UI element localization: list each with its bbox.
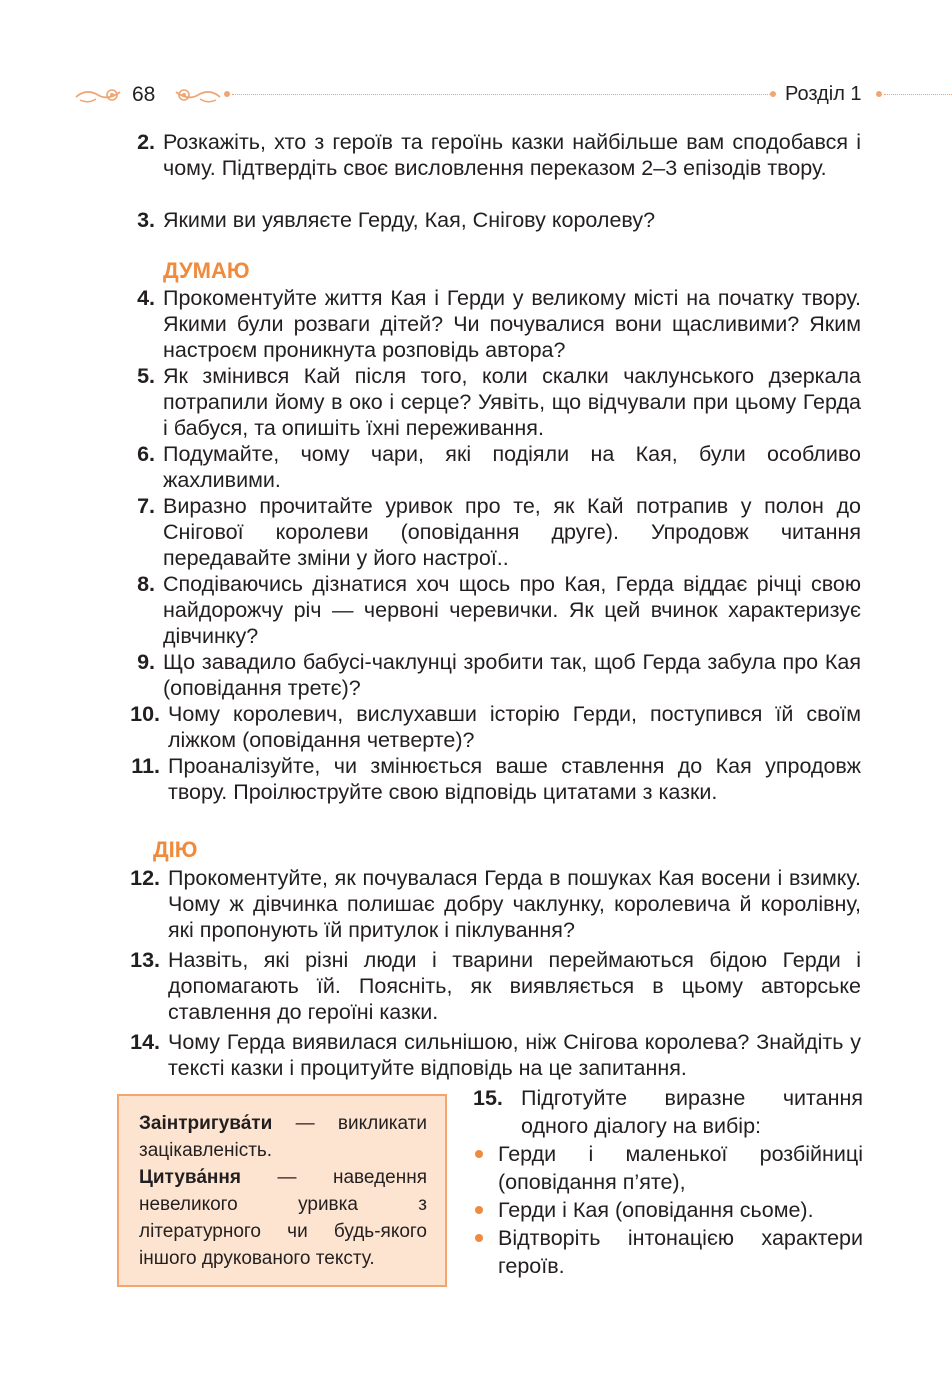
question-text: Підготуйте виразне читання одного діалогу на вибір: (521, 1086, 863, 1138)
definition-item (139, 1164, 427, 1272)
definition-text: — наведення невеликого уривка з літературного чи будь-якого іншого друкованого тексту. (139, 1167, 427, 1269)
header-divider (232, 94, 772, 95)
question-item (131, 753, 861, 805)
question-number: 10. (130, 702, 160, 726)
bullet-icon (475, 1150, 483, 1158)
question-number: 5. (137, 364, 155, 388)
question-item (130, 701, 861, 753)
question-item (473, 1084, 863, 1140)
header-divider-right (884, 94, 952, 95)
question-text: Проаналізуйте, чи змінюється ваше ставлення до Кая упродовж твору. Проілюструйте свою відповідь цитатами з казки. (168, 754, 861, 804)
question-item (137, 571, 861, 649)
question-number: 2. (137, 130, 155, 154)
question-number: 7. (137, 494, 155, 518)
question-text: Назвіть, які різні люди і тварини переймаються бідою Герди і допомагають їй. Поясніть, як виявляється в цьому авторське ставлення до героїні казки. (168, 948, 861, 1024)
question-item (137, 441, 861, 493)
page-number: 68 (132, 83, 156, 106)
bullet-text: Відтворіть інтонацією характери героїв. (498, 1226, 863, 1278)
ornament-left-icon (74, 84, 124, 106)
question-number: 9. (137, 650, 155, 674)
question-item (137, 285, 861, 363)
question-text: Прокоментуйте життя Кая і Герди у великому місті на початку твору. Якими були розваги дітей? Чи почувалися вони щасливими? Яким настроєм проникнута розповідь автора? (163, 286, 861, 362)
question-number: 8. (137, 572, 155, 596)
divider-dot (224, 91, 230, 97)
bullet-text: Герди і маленької розбійниці (оповідання п’яте), (498, 1142, 863, 1194)
section-title: Розділ 1 (785, 83, 862, 105)
question-text: Чому королевич, вислухавши історію Герди, поступився їй своїм ліжком (оповідання четверте)? (168, 702, 861, 752)
question-text: Як змінився Кай після того, коли скалки чаклунського дзеркала потрапили йому в око і серце? Уявіть, що відчували при цьому Герда і бабуся, та опишіть їхні переживання. (163, 364, 861, 440)
question-text: Чому Герда виявилася сильнішою, ніж Снігова королева? Знайдіть у тексті казки і процитуйте відповідь на це запитання. (168, 1030, 861, 1080)
question-number: 4. (137, 286, 155, 310)
question-number: 3. (137, 208, 155, 232)
heading-think: ДУМАЮ (163, 258, 250, 283)
bullet-item (475, 1224, 863, 1280)
question-number: 6. (137, 442, 155, 466)
question-item (137, 649, 861, 701)
bullet-icon (475, 1206, 483, 1214)
definition-item (139, 1110, 427, 1164)
question-number: 11. (131, 754, 160, 778)
question-text: Подумайте, чому чари, які подіяли на Кая, були особливо жахливими. (163, 442, 861, 492)
bullet-item (475, 1140, 863, 1196)
heading-act: ДІЮ (153, 837, 198, 862)
definition-text: — викликати зацікавленість. (139, 1113, 427, 1161)
bullet-text: Герди і Кая (оповідання сьоме). (498, 1198, 814, 1222)
divider-dot (876, 91, 882, 97)
question-text: Якими ви уявляєте Герду, Кая, Снігову королеву? (163, 208, 656, 232)
question-item (137, 363, 861, 441)
question-text: Виразно прочитайте уривок про те, як Кай потрапив у полон до Снігової королеви (оповідання друге). Упродовж читання передавайте зміни у його настрої.. (163, 494, 861, 570)
question-number: 12. (130, 866, 160, 890)
question-item (130, 865, 861, 943)
question-text: Сподіваючись дізнатися хоч щось про Кая, Герда віддає річці свою найдорожчу річ — червоні черевички. Як цей вчинок характеризує дівчинку? (163, 572, 861, 648)
question-item (137, 129, 861, 181)
question-number: 13. (130, 948, 160, 972)
question-number: 15. (473, 1086, 503, 1110)
question-number: 14. (130, 1030, 160, 1054)
ornament-right-icon (172, 84, 222, 106)
question-text: Що завадило бабусі-чаклунці зробити так, щоб Герда забула про Кая (оповідання третє)? (163, 650, 861, 700)
divider-dot (770, 91, 776, 97)
bullet-icon (475, 1234, 483, 1242)
question-text: Розкажіть, хто з героїв та героїнь казки найбільше вам сподобався і чому. Підтвердіть своє висловлення переказом 2–3 епізодів твору. (163, 130, 861, 180)
page-header (0, 80, 952, 110)
question-item (137, 207, 861, 233)
question-item (130, 947, 861, 1025)
definition-term: Цитува́ння (139, 1167, 241, 1188)
question-item (137, 493, 861, 571)
question-item (130, 1029, 861, 1081)
bullet-item (475, 1196, 863, 1224)
definition-term: Заінтригува́ти (139, 1113, 273, 1134)
definition-box (117, 1094, 447, 1287)
question-text: Прокоментуйте, як почувалася Герда в пошуках Кая восени і взимку. Чому ж дівчинка полишає добру чаклунку, королевича й королівну, які пропонують їй притулок і піклування? (168, 866, 861, 942)
